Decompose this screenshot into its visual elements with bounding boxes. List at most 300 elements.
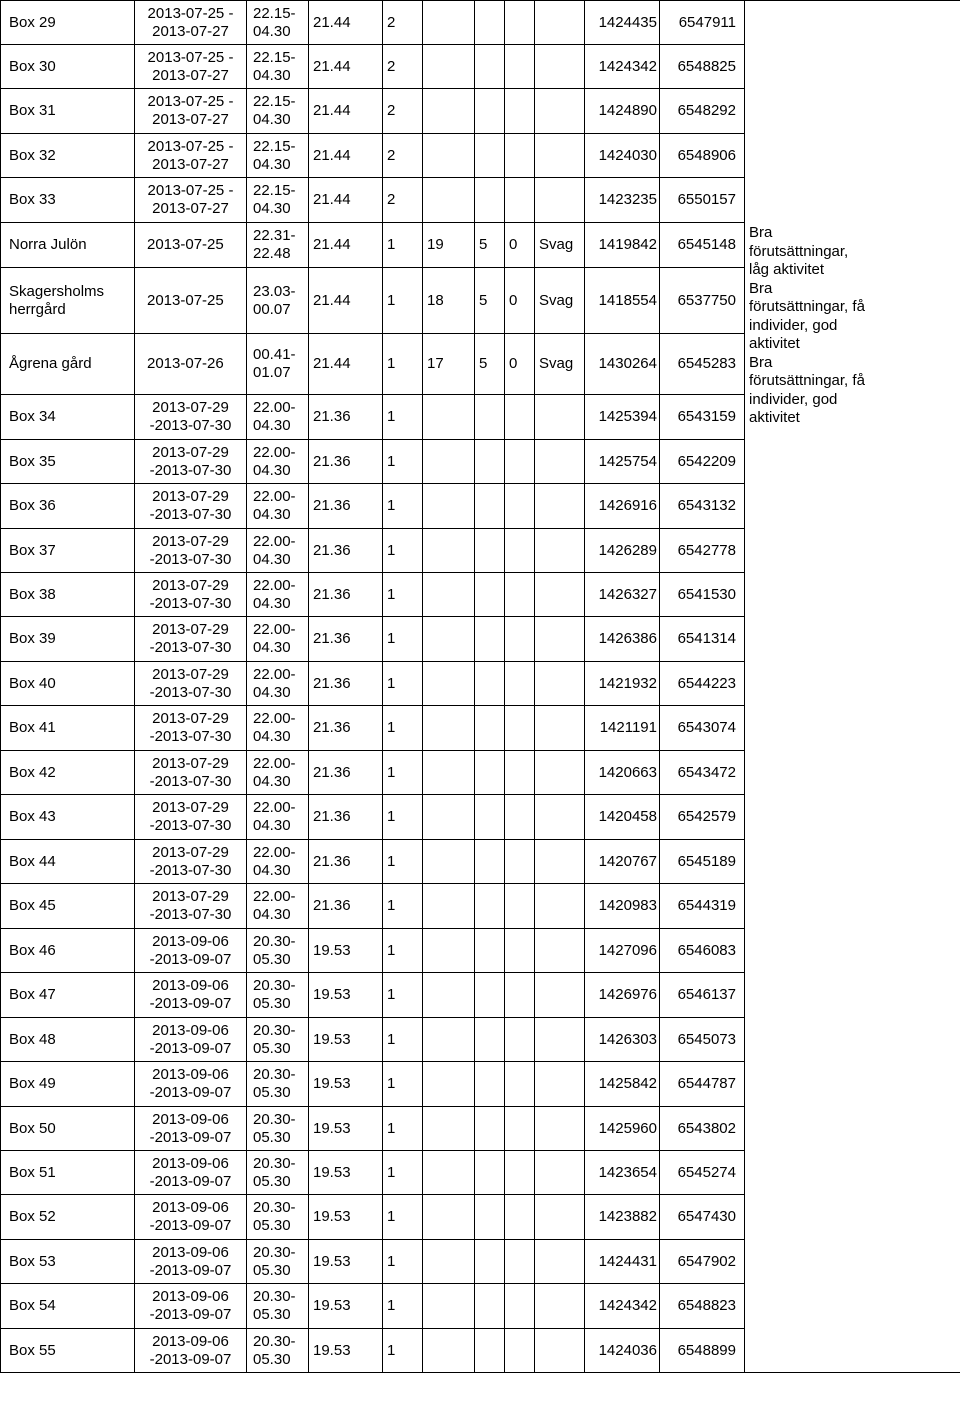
x-cell: 1426976 bbox=[585, 973, 660, 1018]
time-cell-line: 04.30 bbox=[253, 861, 291, 879]
date-cell bbox=[135, 178, 247, 223]
n-cell: 1 bbox=[383, 973, 423, 1018]
b-cell bbox=[475, 840, 505, 884]
temp-cell: 21.44 bbox=[309, 268, 383, 334]
time-cell-line: 05.30 bbox=[253, 1261, 291, 1279]
time-cell-line: 22.00- bbox=[253, 488, 296, 505]
wind-cell bbox=[535, 1151, 585, 1195]
site-name-cell: Box 36 bbox=[1, 484, 135, 529]
wind-cell bbox=[535, 89, 585, 134]
a-cell bbox=[423, 1062, 475, 1107]
date-cell-line: 2013-07-27 bbox=[152, 155, 229, 173]
date-cell bbox=[135, 1018, 247, 1062]
date-cell-line: -2013-07-30 bbox=[149, 772, 232, 790]
y-cell: 6548292 bbox=[660, 89, 745, 134]
wind-cell bbox=[535, 884, 585, 929]
time-cell-line: 04.30 bbox=[253, 594, 291, 612]
b-cell bbox=[475, 1240, 505, 1284]
n-cell: 1 bbox=[383, 706, 423, 751]
b-cell bbox=[475, 1329, 505, 1373]
x-cell: 1424036 bbox=[585, 1329, 660, 1373]
b-cell bbox=[475, 395, 505, 440]
time-cell bbox=[247, 440, 309, 484]
a-cell bbox=[423, 573, 475, 617]
n-cell: 1 bbox=[383, 1107, 423, 1151]
time-cell-line: 20.30- bbox=[253, 1066, 296, 1083]
time-cell bbox=[247, 529, 309, 573]
date-cell-line: -2013-09-07 bbox=[149, 1350, 232, 1368]
date-cell-line: -2013-09-07 bbox=[149, 995, 232, 1012]
date-cell bbox=[135, 440, 247, 484]
time-cell-line: 04.30 bbox=[253, 417, 291, 434]
wind-cell bbox=[535, 134, 585, 178]
y-cell: 6543132 bbox=[660, 484, 745, 529]
note-line: Bra bbox=[749, 353, 773, 371]
date-cell-line: -2013-07-30 bbox=[149, 594, 232, 612]
date-cell bbox=[135, 89, 247, 134]
site-name-cell: Box 41 bbox=[1, 706, 135, 751]
note-block bbox=[749, 354, 956, 428]
temp-cell: 19.53 bbox=[309, 1018, 383, 1062]
time-cell-line: 04.30 bbox=[253, 111, 291, 128]
date-cell-line: -2013-09-07 bbox=[149, 1084, 232, 1101]
a-cell bbox=[423, 45, 475, 89]
n-cell: 1 bbox=[383, 1018, 423, 1062]
time-cell-line: 04.30 bbox=[253, 66, 291, 84]
note-line: Bra bbox=[749, 224, 773, 241]
n-cell: 1 bbox=[383, 395, 423, 440]
time-cell-line: 22.15- bbox=[253, 48, 296, 66]
time-cell bbox=[247, 268, 309, 334]
date-cell-line: -2013-09-07 bbox=[149, 1306, 232, 1323]
x-cell: 1426289 bbox=[585, 529, 660, 573]
n-cell: 1 bbox=[383, 1195, 423, 1240]
n-cell: 2 bbox=[383, 178, 423, 223]
x-cell: 1424342 bbox=[585, 1284, 660, 1329]
date-cell-line: 2013-07-25 - bbox=[147, 4, 234, 22]
time-cell-line: 20.30- bbox=[253, 977, 296, 994]
b-cell bbox=[475, 929, 505, 973]
y-cell: 6542579 bbox=[660, 795, 745, 840]
x-cell: 1425960 bbox=[585, 1107, 660, 1151]
c-cell bbox=[505, 1151, 535, 1195]
b-cell bbox=[475, 1195, 505, 1240]
temp-cell: 21.36 bbox=[309, 884, 383, 929]
temp-cell: 21.44 bbox=[309, 223, 383, 268]
a-cell bbox=[423, 706, 475, 751]
x-cell: 1424890 bbox=[585, 89, 660, 134]
x-cell: 1423654 bbox=[585, 1151, 660, 1195]
x-cell: 1423235 bbox=[585, 178, 660, 223]
wind-cell bbox=[535, 45, 585, 89]
a-cell bbox=[423, 1018, 475, 1062]
c-cell bbox=[505, 573, 535, 617]
survey-table-body bbox=[1, 1, 960, 1373]
c-cell bbox=[505, 929, 535, 973]
x-cell: 1427096 bbox=[585, 929, 660, 973]
time-cell bbox=[247, 1, 309, 45]
date-cell-line: 2013-07-29 bbox=[152, 532, 229, 550]
time-cell-line: 05.30 bbox=[253, 1350, 291, 1368]
site-name-cell: Box 38 bbox=[1, 573, 135, 617]
time-cell-line: 04.30 bbox=[253, 550, 291, 568]
date-cell-line: 2013-09-06 bbox=[152, 1199, 229, 1216]
date-cell-line: -2013-07-30 bbox=[149, 683, 232, 701]
a-cell bbox=[423, 884, 475, 929]
time-cell bbox=[247, 929, 309, 973]
site-name-cell: Box 53 bbox=[1, 1240, 135, 1284]
date-cell-line: 2013-07-25 - bbox=[147, 182, 234, 199]
c-cell bbox=[505, 1329, 535, 1373]
a-cell bbox=[423, 1, 475, 45]
temp-cell: 19.53 bbox=[309, 973, 383, 1018]
time-cell-line: 04.30 bbox=[253, 155, 291, 173]
notes-column bbox=[745, 1, 960, 1373]
b-cell bbox=[475, 751, 505, 795]
temp-cell: 21.44 bbox=[309, 45, 383, 89]
date-cell-line: 2013-09-06 bbox=[152, 1154, 229, 1172]
y-cell: 6544319 bbox=[660, 884, 745, 929]
time-cell bbox=[247, 1062, 309, 1107]
date-cell bbox=[135, 840, 247, 884]
time-cell-line: 22.00- bbox=[253, 843, 296, 861]
time-cell-line: 22.00- bbox=[253, 399, 296, 416]
time-cell bbox=[247, 134, 309, 178]
y-cell: 6537750 bbox=[660, 268, 745, 334]
date-cell-line: 2013-07-29 bbox=[152, 754, 229, 772]
c-cell bbox=[505, 973, 535, 1018]
time-cell bbox=[247, 1107, 309, 1151]
b-cell bbox=[475, 973, 505, 1018]
temp-cell: 21.36 bbox=[309, 706, 383, 751]
date-cell bbox=[135, 529, 247, 573]
date-cell-line: -2013-07-30 bbox=[149, 506, 232, 523]
c-cell bbox=[505, 1240, 535, 1284]
time-cell-line: 04.30 bbox=[253, 683, 291, 701]
site-name-cell: Box 49 bbox=[1, 1062, 135, 1107]
x-cell: 1420458 bbox=[585, 795, 660, 840]
time-cell-line: 04.30 bbox=[253, 506, 291, 523]
temp-cell: 19.53 bbox=[309, 1195, 383, 1240]
time-cell-line: 22.15- bbox=[253, 182, 296, 199]
site-name-cell: Box 47 bbox=[1, 973, 135, 1018]
time-cell-line: 04.30 bbox=[253, 461, 291, 479]
c-cell bbox=[505, 840, 535, 884]
time-cell-line: 22.00- bbox=[253, 888, 296, 905]
y-cell: 6548899 bbox=[660, 1329, 745, 1373]
b-cell: 5 bbox=[475, 223, 505, 268]
x-cell: 1425842 bbox=[585, 1062, 660, 1107]
time-cell-line: 05.30 bbox=[253, 1084, 291, 1101]
date-cell-line: 2013-09-06 bbox=[152, 977, 229, 994]
time-cell-line: 05.30 bbox=[253, 1039, 291, 1057]
date-cell bbox=[135, 706, 247, 751]
y-cell: 6543159 bbox=[660, 395, 745, 440]
time-cell-line: 22.00- bbox=[253, 665, 296, 683]
date-cell bbox=[135, 1195, 247, 1240]
date-cell-line: -2013-09-07 bbox=[149, 1128, 232, 1146]
temp-cell: 21.36 bbox=[309, 795, 383, 840]
note-line: individer, god bbox=[749, 390, 838, 408]
date-cell-line: 2013-07-29 bbox=[152, 443, 229, 461]
c-cell bbox=[505, 1107, 535, 1151]
time-cell bbox=[247, 1195, 309, 1240]
a-cell: 19 bbox=[423, 223, 475, 268]
wind-cell bbox=[535, 751, 585, 795]
wind-cell bbox=[535, 706, 585, 751]
time-cell-line: 22.31- bbox=[253, 227, 296, 244]
site-name-cell: Box 32 bbox=[1, 134, 135, 178]
note-line: förutsättningar, bbox=[749, 242, 849, 260]
c-cell bbox=[505, 617, 535, 662]
wind-cell bbox=[535, 440, 585, 484]
time-cell-line: 01.07 bbox=[253, 364, 291, 381]
y-cell: 6546083 bbox=[660, 929, 745, 973]
time-cell bbox=[247, 662, 309, 706]
time-cell bbox=[247, 840, 309, 884]
temp-cell: 21.36 bbox=[309, 573, 383, 617]
date-cell-line: -2013-07-30 bbox=[149, 728, 232, 745]
n-cell: 1 bbox=[383, 529, 423, 573]
temp-cell: 21.36 bbox=[309, 529, 383, 573]
c-cell bbox=[505, 751, 535, 795]
n-cell: 1 bbox=[383, 884, 423, 929]
temp-cell: 21.36 bbox=[309, 484, 383, 529]
date-cell-line: 2013-07-29 bbox=[152, 799, 229, 816]
date-cell-line: 2013-07-29 bbox=[152, 621, 229, 638]
site-name-cell: Box 29 bbox=[1, 1, 135, 45]
date-cell-line: 2013-07-25 - bbox=[147, 48, 234, 66]
date-cell-line: 2013-09-06 bbox=[152, 1243, 229, 1261]
time-cell-line: 05.30 bbox=[253, 995, 291, 1012]
site-name-cell: Box 50 bbox=[1, 1107, 135, 1151]
site-name-cell: Box 33 bbox=[1, 178, 135, 223]
x-cell: 1425394 bbox=[585, 395, 660, 440]
a-cell bbox=[423, 751, 475, 795]
a-cell bbox=[423, 973, 475, 1018]
date-cell-line: 2013-09-06 bbox=[152, 932, 229, 950]
date-cell bbox=[135, 973, 247, 1018]
c-cell bbox=[505, 662, 535, 706]
site-name-cell: Box 46 bbox=[1, 929, 135, 973]
time-cell-line: 20.30- bbox=[253, 1154, 296, 1172]
date-cell-line: -2013-09-07 bbox=[149, 1217, 232, 1234]
date-cell bbox=[135, 1284, 247, 1329]
time-cell-line: 05.30 bbox=[253, 1172, 291, 1190]
c-cell bbox=[505, 440, 535, 484]
temp-cell: 19.53 bbox=[309, 1329, 383, 1373]
time-cell bbox=[247, 1284, 309, 1329]
site-name-cell: Box 52 bbox=[1, 1195, 135, 1240]
a-cell bbox=[423, 617, 475, 662]
c-cell bbox=[505, 178, 535, 223]
y-cell: 6541530 bbox=[660, 573, 745, 617]
date-cell bbox=[135, 1240, 247, 1284]
time-cell bbox=[247, 1240, 309, 1284]
time-cell bbox=[247, 178, 309, 223]
temp-cell: 21.44 bbox=[309, 134, 383, 178]
site-name-cell: Box 44 bbox=[1, 840, 135, 884]
wind-cell bbox=[535, 1329, 585, 1373]
wind-cell: Svag bbox=[535, 334, 585, 395]
date-cell-line: 2013-07-29 bbox=[152, 576, 229, 594]
date-cell-line: 2013-07-29 bbox=[152, 399, 229, 416]
x-cell: 1425754 bbox=[585, 440, 660, 484]
n-cell: 1 bbox=[383, 573, 423, 617]
date-cell-line: 2013-09-06 bbox=[152, 1332, 229, 1350]
date-cell-line: -2013-07-30 bbox=[149, 817, 232, 834]
time-cell-line: 20.30- bbox=[253, 1332, 296, 1350]
n-cell: 1 bbox=[383, 1062, 423, 1107]
time-cell-line: 22.15- bbox=[253, 4, 296, 22]
time-cell-line: 00.41- bbox=[253, 346, 296, 363]
note-block bbox=[749, 280, 956, 354]
date-cell-line: 2013-07-29 bbox=[152, 665, 229, 683]
date-cell bbox=[135, 223, 247, 268]
site-name-cell: Box 51 bbox=[1, 1151, 135, 1195]
site-name-cell: Box 42 bbox=[1, 751, 135, 795]
temp-cell: 19.53 bbox=[309, 1151, 383, 1195]
a-cell bbox=[423, 178, 475, 223]
y-cell: 6543074 bbox=[660, 706, 745, 751]
b-cell bbox=[475, 1, 505, 45]
y-cell: 6545189 bbox=[660, 840, 745, 884]
note-block bbox=[749, 224, 956, 280]
time-cell-line: 22.00- bbox=[253, 576, 296, 594]
time-cell bbox=[247, 89, 309, 134]
date-cell-line: 2013-07-27 bbox=[152, 111, 229, 128]
temp-cell: 21.44 bbox=[309, 178, 383, 223]
a-cell bbox=[423, 1151, 475, 1195]
a-cell bbox=[423, 89, 475, 134]
date-cell-line: -2013-07-30 bbox=[149, 861, 232, 879]
time-cell-line: 04.30 bbox=[253, 817, 291, 834]
date-cell bbox=[135, 617, 247, 662]
n-cell: 1 bbox=[383, 929, 423, 973]
site-name-cell: Box 31 bbox=[1, 89, 135, 134]
date-cell-line: 2013-09-06 bbox=[152, 1110, 229, 1128]
date-cell-line: -2013-07-30 bbox=[149, 417, 232, 434]
x-cell: 1424342 bbox=[585, 45, 660, 89]
time-cell-line: 22.00- bbox=[253, 754, 296, 772]
date-cell-line: -2013-07-30 bbox=[149, 906, 232, 923]
a-cell: 17 bbox=[423, 334, 475, 395]
note-line: Bra bbox=[749, 279, 773, 297]
time-cell bbox=[247, 617, 309, 662]
time-cell-line: 22.15- bbox=[253, 137, 296, 155]
time-cell-line: 04.30 bbox=[253, 639, 291, 656]
c-cell bbox=[505, 795, 535, 840]
time-cell-line: 04.30 bbox=[253, 22, 291, 40]
date-cell bbox=[135, 662, 247, 706]
time-cell bbox=[247, 45, 309, 89]
time-cell-line: 22.00- bbox=[253, 710, 296, 727]
b-cell: 5 bbox=[475, 268, 505, 334]
wind-cell bbox=[535, 484, 585, 529]
temp-cell: 19.53 bbox=[309, 929, 383, 973]
site-name-cell: Box 34 bbox=[1, 395, 135, 440]
wind-cell bbox=[535, 573, 585, 617]
a-cell bbox=[423, 662, 475, 706]
time-cell bbox=[247, 751, 309, 795]
b-cell bbox=[475, 573, 505, 617]
x-cell: 1426916 bbox=[585, 484, 660, 529]
date-cell bbox=[135, 929, 247, 973]
time-cell-line: 05.30 bbox=[253, 1306, 291, 1323]
site-name-cell: Box 45 bbox=[1, 884, 135, 929]
wind-cell bbox=[535, 1062, 585, 1107]
time-cell-line: 22.00- bbox=[253, 443, 296, 461]
site-name-cell: Box 48 bbox=[1, 1018, 135, 1062]
time-cell-line: 20.30- bbox=[253, 1288, 296, 1305]
note-line: förutsättningar, få bbox=[749, 298, 865, 315]
temp-cell: 21.36 bbox=[309, 751, 383, 795]
n-cell: 2 bbox=[383, 89, 423, 134]
a-cell bbox=[423, 1195, 475, 1240]
a-cell bbox=[423, 1240, 475, 1284]
time-cell-line: 20.30- bbox=[253, 1110, 296, 1128]
time-cell-line: 04.30 bbox=[253, 728, 291, 745]
n-cell: 1 bbox=[383, 751, 423, 795]
wind-cell bbox=[535, 1107, 585, 1151]
y-cell: 6548823 bbox=[660, 1284, 745, 1329]
n-cell: 2 bbox=[383, 134, 423, 178]
temp-cell: 19.53 bbox=[309, 1107, 383, 1151]
date-cell bbox=[135, 1151, 247, 1195]
date-cell-line: 2013-07-29 bbox=[152, 488, 229, 505]
n-cell: 1 bbox=[383, 1151, 423, 1195]
n-cell: 1 bbox=[383, 840, 423, 884]
c-cell bbox=[505, 134, 535, 178]
b-cell bbox=[475, 1018, 505, 1062]
x-cell: 1426303 bbox=[585, 1018, 660, 1062]
date-cell bbox=[135, 1062, 247, 1107]
c-cell bbox=[505, 1284, 535, 1329]
wind-cell bbox=[535, 178, 585, 223]
c-cell bbox=[505, 395, 535, 440]
n-cell: 1 bbox=[383, 440, 423, 484]
time-cell bbox=[247, 884, 309, 929]
date-cell-line: 2013-07-27 bbox=[152, 200, 229, 217]
n-cell: 1 bbox=[383, 334, 423, 395]
x-cell: 1419842 bbox=[585, 223, 660, 268]
site-name-cell: Norra Julön bbox=[1, 223, 135, 268]
b-cell bbox=[475, 795, 505, 840]
x-cell: 1420767 bbox=[585, 840, 660, 884]
date-cell-line: -2013-09-07 bbox=[149, 950, 232, 968]
time-cell-line: 04.30 bbox=[253, 772, 291, 790]
note-line: individer, god bbox=[749, 316, 838, 334]
x-cell: 1426386 bbox=[585, 617, 660, 662]
temp-cell: 19.53 bbox=[309, 1062, 383, 1107]
time-cell bbox=[247, 223, 309, 268]
time-cell-line: 20.30- bbox=[253, 932, 296, 950]
date-cell-line: 2013-07-25 - bbox=[147, 93, 234, 110]
time-cell-line: 05.30 bbox=[253, 1128, 291, 1146]
wind-cell bbox=[535, 1284, 585, 1329]
date-cell-line: 2013-07-27 bbox=[152, 22, 229, 40]
n-cell: 2 bbox=[383, 45, 423, 89]
date-cell-line: 2013-07-25 - bbox=[147, 137, 234, 155]
time-cell-line: 04.30 bbox=[253, 200, 291, 217]
time-cell-line: 20.30- bbox=[253, 1021, 296, 1039]
b-cell: 5 bbox=[475, 334, 505, 395]
b-cell bbox=[475, 662, 505, 706]
y-cell: 6544223 bbox=[660, 662, 745, 706]
date-cell-line: -2013-09-07 bbox=[149, 1039, 232, 1057]
date-cell bbox=[135, 1, 247, 45]
a-cell bbox=[423, 1329, 475, 1373]
